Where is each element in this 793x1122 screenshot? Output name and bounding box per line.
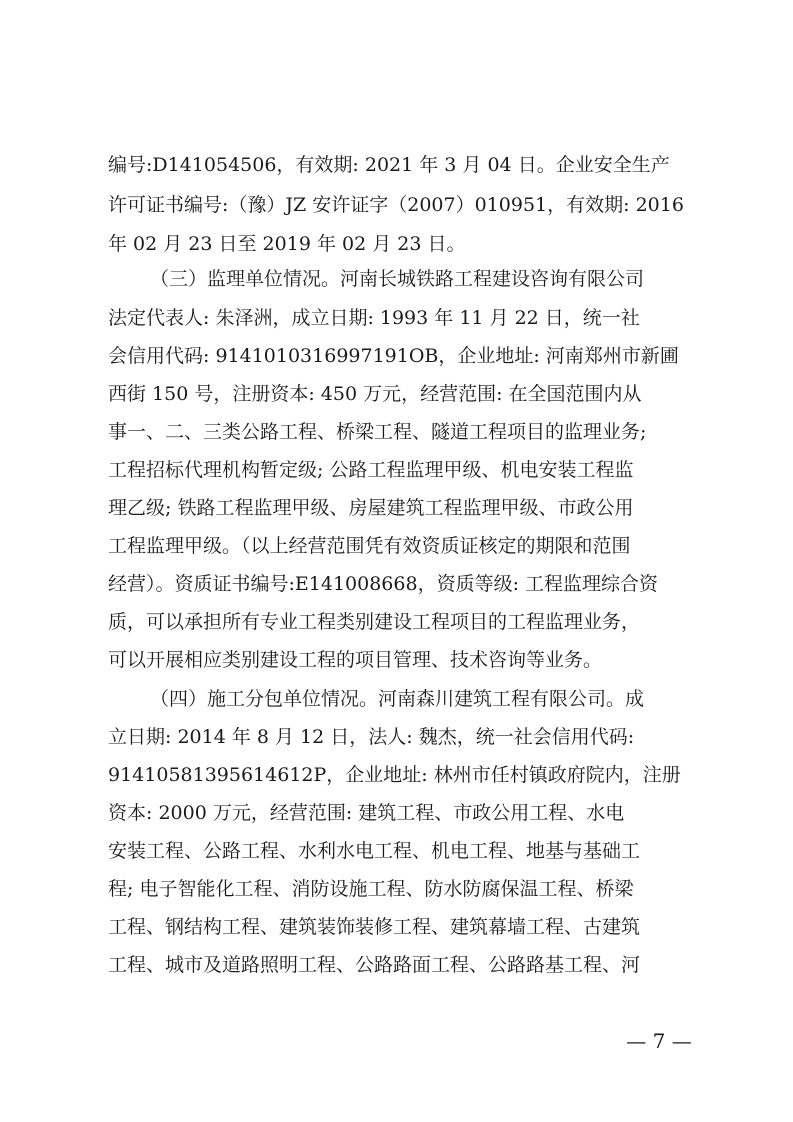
text-line: 质，可以承担所有专业工程类别建设工程项目的工程监理业务，	[108, 611, 641, 633]
text-line: 工程监理甲级。（以上经营范围凭有效资质证核定的期限和范围	[108, 535, 631, 557]
text-line: 年 02 月 23 日至 2019 年 02 月 23 日。	[108, 233, 466, 255]
paragraph-heading-supervision: （三）监理单位情况。河南长城铁路工程建设咨询有限公司	[150, 268, 645, 290]
text-line: 资本: 2000 万元，经营范围: 建筑工程、市政公用工程、水电	[108, 802, 625, 824]
text-line: 事一、二、三类公路工程、桥梁工程、隧道工程项目的监理业务;	[108, 421, 647, 443]
text-line: 西街 150 号，注册资本: 450 万元，经营范围: 在全国范围内从	[108, 383, 642, 405]
text-line: 许可证书编号:（豫）JZ 安许证字（2007）010951，有效期: 2016	[108, 194, 684, 216]
text-line: 安装工程、公路工程、水利水电工程、机电工程、地基与基础工	[108, 840, 641, 862]
text-line: 程; 电子智能化工程、消防设施工程、防水防腐保温工程、桥梁	[108, 878, 634, 900]
text-line: 编号:D141054506，有效期: 2021 年 3 月 04 日。企业安全生产	[108, 154, 670, 176]
text-line: 理乙级; 铁路工程监理甲级、房屋建筑工程监理甲级、市政公用	[108, 497, 634, 519]
text-line: 91410581395614612P，企业地址: 林州市任村镇政府院内，注册	[108, 764, 681, 786]
text-line: 工程招标代理机构暂定级; 公路工程监理甲级、机电安装工程监	[108, 459, 634, 481]
text-line: 可以开展相应类别建设工程的项目管理、技术咨询等业务。	[108, 649, 603, 671]
text-line: 工程、钢结构工程、建筑装饰装修工程、建筑幕墙工程、古建筑	[108, 916, 641, 938]
page-number: — 7 —	[626, 1029, 692, 1053]
paragraph-heading-subcontractor: （四）施工分包单位情况。河南森川建筑工程有限公司。成	[150, 688, 645, 710]
text-line: 立日期: 2014 年 8 月 12 日，法人: 魏杰，统一社会信用代码:	[108, 726, 635, 748]
text-line: 会信用代码: 9141010316997191OB，企业地址: 河南郑州市新圃	[108, 345, 679, 367]
text-line: 工程、城市及道路照明工程、公路路面工程、公路路基工程、河	[108, 954, 641, 976]
text-line: 法定代表人: 朱泽洲，成立日期: 1993 年 11 月 22 日，统一社	[108, 307, 640, 329]
text-line: 经营）。资质证书编号:E141008668，资质等级: 工程监理综合资	[108, 573, 659, 595]
